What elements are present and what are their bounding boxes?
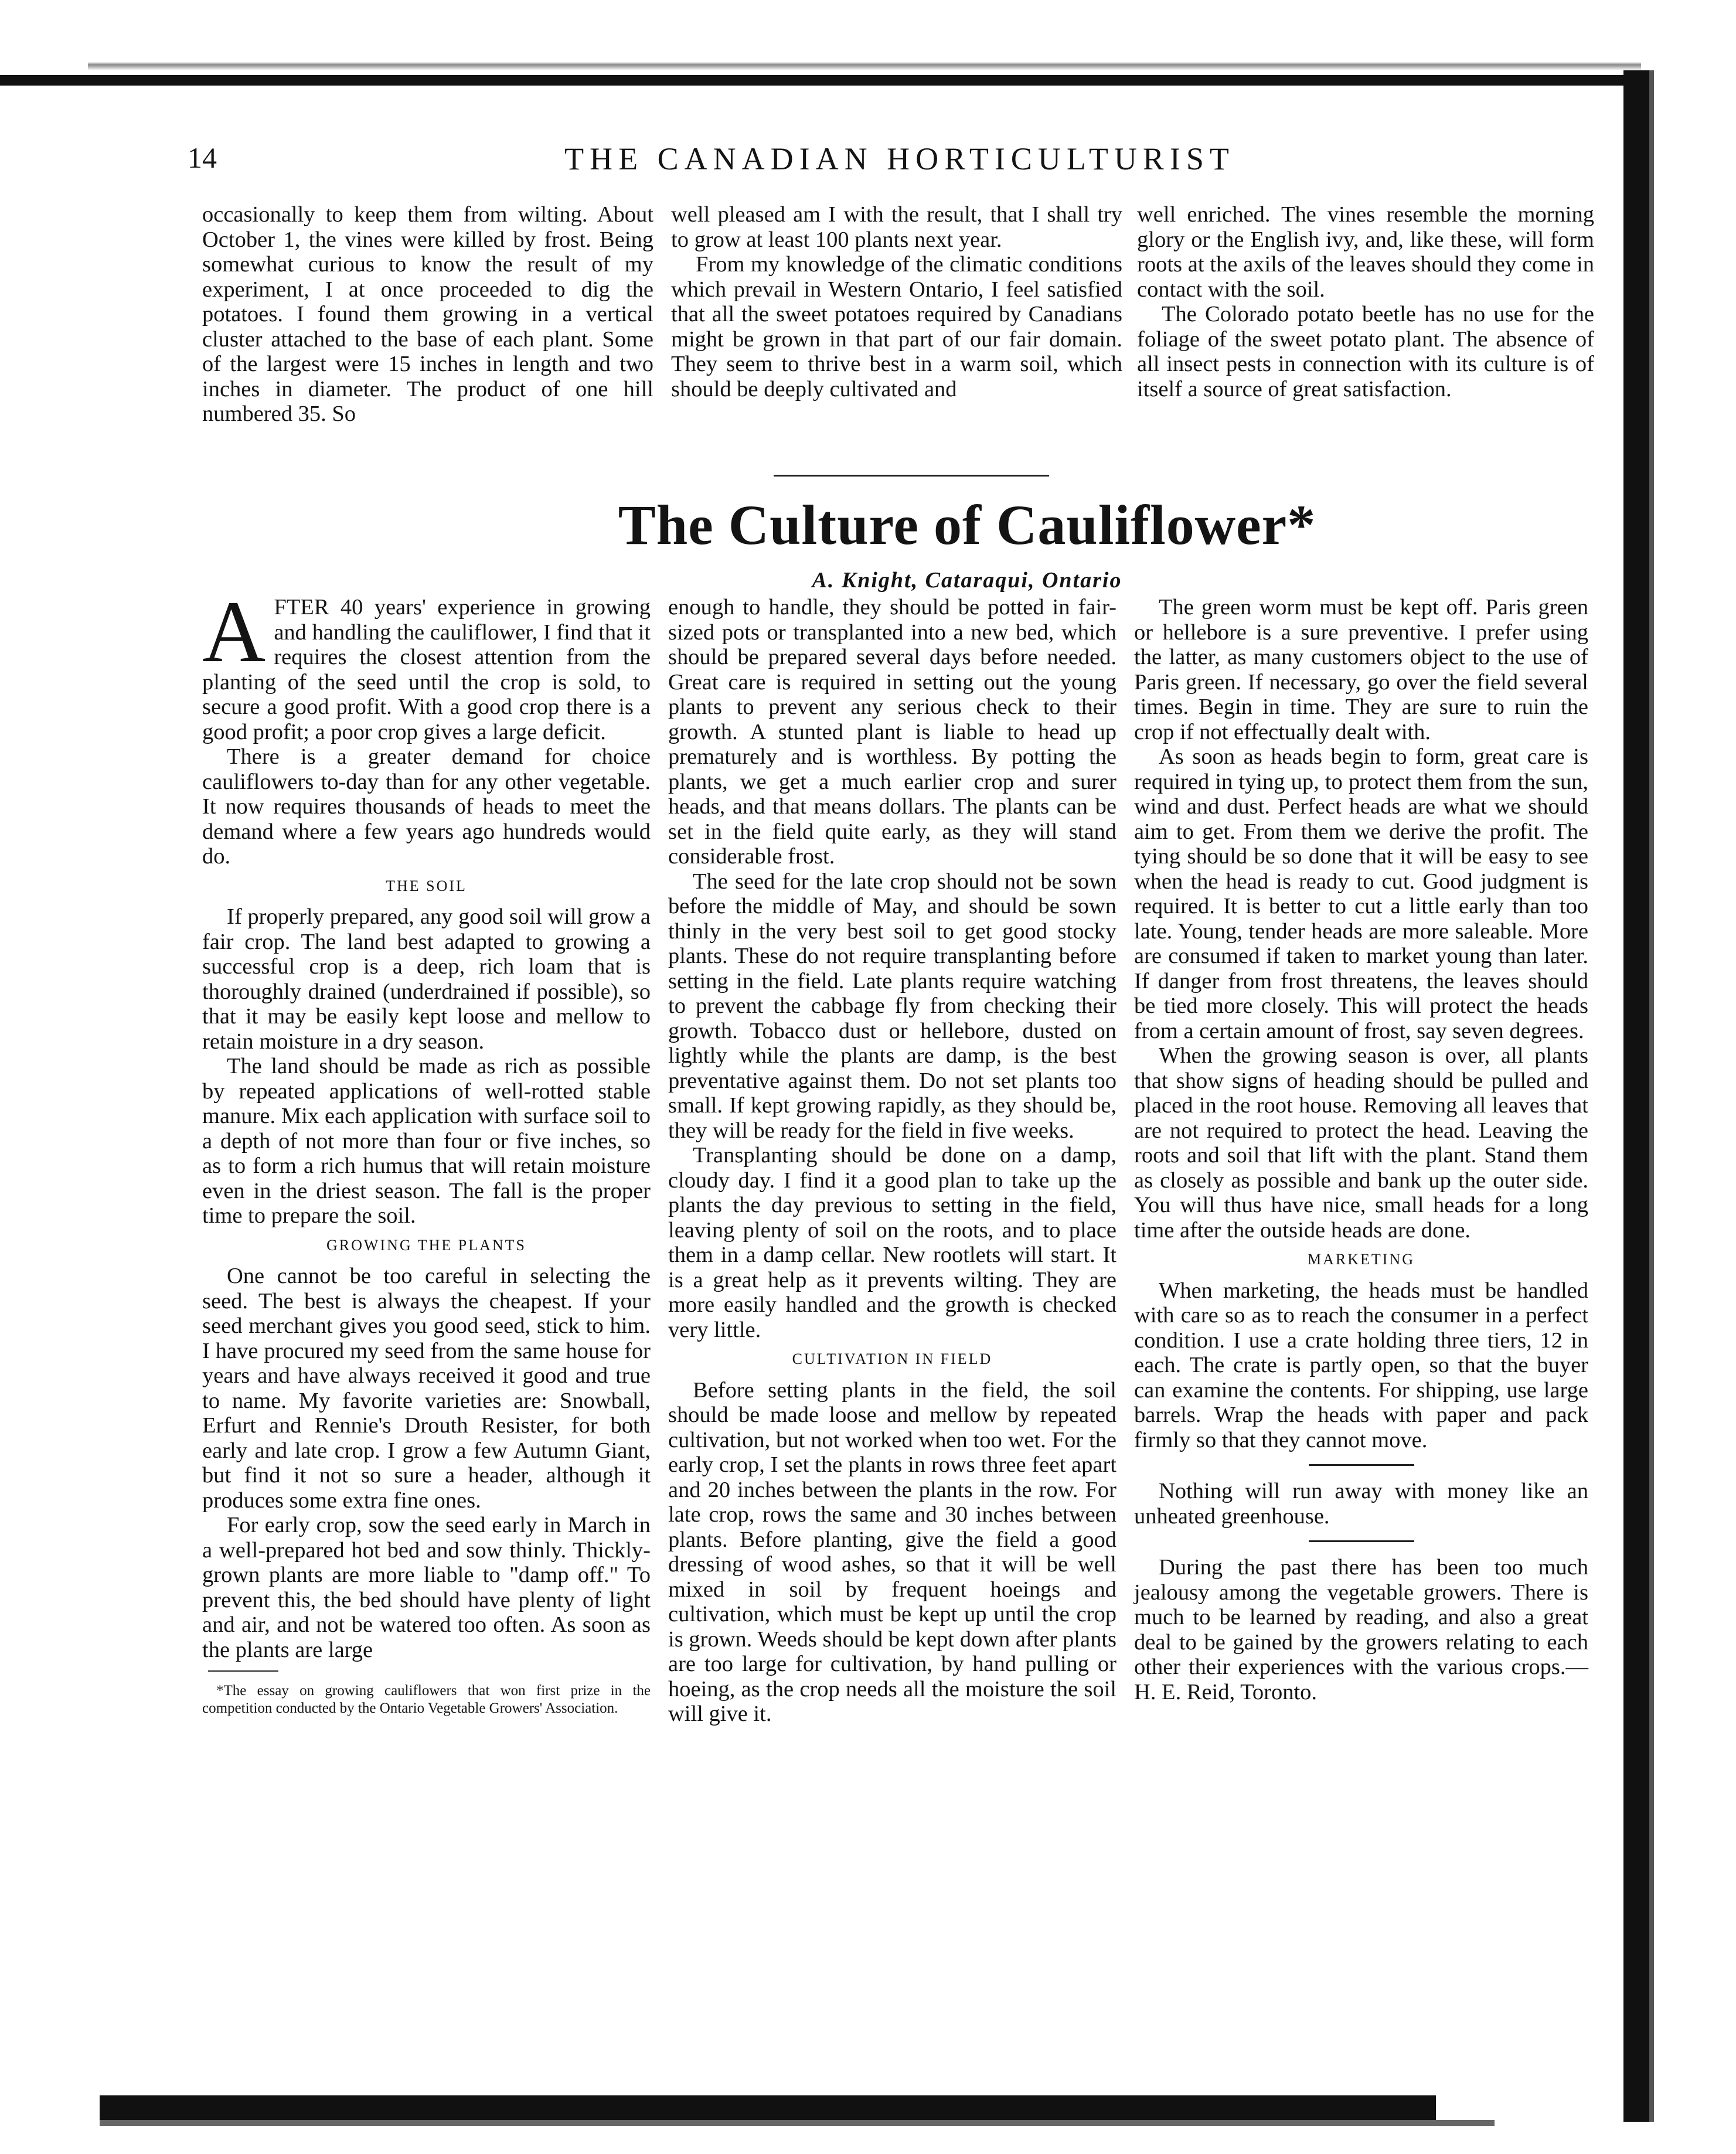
article-column-3: [1134, 595, 1588, 1704]
article-column-2: [668, 595, 1117, 1727]
paragraph: There is a greater demand for choice cauliflowers to-day than for any other vegetable. It now requires thousands of heads to meet the demand where a few years ago hundreds would do.: [202, 744, 651, 869]
journal-title: THE CANADIAN HORTICULTURIST: [564, 141, 1235, 176]
paragraph: The Colorado potato beetle has no use for the foliage of the sweet potato plant. The absence of all insect pests in connection with its culture is of itself a source of great satisfaction.: [1137, 302, 1594, 401]
paragraph: Before setting plants in the field, the soil should be made loose and mellow by repeated cultivation, but not worked when too wet. For the early crop, I set the plants in rows three feet apart and 20 inches between the plants in the row. For late crop, rows the same and 30 inches between plants. Before planting, give the field a good dressing of wood ashes, so that it will be well mixed in soil by frequent hoeings and cultivation, which must be kept up until the crop is grown. Weeds should be kept down after plants are too large for cultivation, by hand pulling or hoeing, as the crop needs all the moisture the soil will give it.: [668, 1377, 1117, 1726]
section-heading-marketing: MARKETING: [1308, 1251, 1415, 1268]
scan-edge-right-shadow: [1649, 70, 1654, 2122]
footnote: *The essay on growing cauliflowers that won first prize in the competition conducted by the Ontario Vegetable Growers' Association.: [202, 1683, 651, 1716]
paragraph: enough to handle, they should be potted in fair-sized pots or transplanted into a new bed, which should be prepared several days before needed. Great care is required in setting out the young plants to prevent any serious check to their growth. A stunted plant is liable to head up prematurely and is worthless. By potting the plants, we get a much earlier crop and surer heads, and that means dollars. The plants can be set in the field quite early, as they will stand considerable frost.: [668, 595, 1117, 869]
intro-paragraph: [202, 583, 651, 744]
paragraph: One cannot be too careful in selecting the seed. The best is always the cheapest. If your seed merchant gives you good seed, stick to him. I have procured my seed from the same house for years and have always received it good and true to name. My favorite varieties are: Snowball, Erfurt and Rennie's Drouth Resister, for both early and late crop. I grow a few Autumn Giant, but find it not so sure a header, although it produces some extra fine ones.: [202, 1264, 651, 1513]
scan-edge-bottom-shadow: [100, 2120, 1495, 2126]
paragraph: The seed for the late crop should not be sown before the middle of May, and should be sown thinly in the very best soil to get good stocky plants. These do not require transplanting before setting in the field. Late plants require watching to prevent the cabbage fly from checking their growth. Tobacco dust or hellebore, dusted on lightly while the plants are damp, is the best preventative against them. Do not set plants too small. If kept growing rapidly, as they should be, they will be ready for the field in five weeks.: [668, 869, 1117, 1143]
paragraph: From my knowledge of the climatic conditions which prevail in Western Ontario, I feel satisfied that all the sweet potatoes required by Canadians might be grown in that part of our fair domain. They seem to thrive best in a warm soil, which should be deeply cultivated and: [671, 252, 1122, 401]
filler-paragraph: Nothing will run away with money like an unheated greenhouse.: [1134, 1479, 1588, 1529]
drop-cap: A: [202, 583, 266, 680]
article-column-1: [202, 583, 651, 1717]
filler-rule: [1309, 1540, 1414, 1542]
footnote-rule: [208, 1670, 278, 1672]
intro-text: FTER 40 years' experience in growing and handling the cauliflower, I find that it requires the closest attention from the planting of the seed until the crop is sold, to secure a good profit. With a good crop there is a good profit; a poor crop gives a large deficit.: [202, 595, 651, 744]
scan-edge-bottom: [100, 2095, 1436, 2120]
paragraph: well pleased am I with the result, that I shall try to grow at least 100 plants next year.: [671, 202, 1122, 252]
section-divider: [774, 475, 1049, 477]
top-column-1: [202, 202, 653, 427]
scan-edge-top: [0, 75, 1641, 86]
paragraph: For early crop, sow the seed early in March in a well-prepared hot bed and sow thinly. Thickly-grown plants are more liable to "damp off." To prevent this, the bed should have plenty of light and air, and not be watered too often. As soon as the plants are large: [202, 1513, 651, 1662]
running-header: [188, 141, 1612, 188]
filler-rule: [1309, 1464, 1414, 1466]
paragraph: occasionally to keep them from wilting. About October 1, the vines were killed by frost. Being somewhat curious to know the result of my experiment, I at once proceeded to dig the potatoes. I found them growing in a vertical cluster attached to the base of each plant. Some of the largest were 15 inches in length and two inches in diameter. The product of one hill numbered 35. So: [202, 202, 653, 426]
scan-edge-right: [1623, 70, 1649, 2122]
section-heading-soil: THE SOIL: [386, 877, 467, 894]
paragraph: If properly prepared, any good soil will grow a fair crop. The land best adapted to growing a successful crop is a deep, rich loam that is thoroughly drained (underdrained if possible), so that it may be easily kept loose and mellow to retain moisture in a dry season.: [202, 904, 651, 1054]
paragraph: As soon as heads begin to form, great care is required in tying up, to protect them from the sun, wind and dust. Perfect heads are what we should aim to get. From them we derive the profit. The tying should be so done that it will be easy to see when the head is ready to cut. Good judgment is required. It is better to cut a little early than too late. Young, tender heads are more saleable. More are consumed if taken to market young than later. If danger from frost threatens, the leaves should be tied more closely. This will protect the heads from a certain amount of frost, say seven degrees.: [1134, 744, 1588, 1043]
article-byline: A. Knight, Cataraqui, Ontario: [812, 568, 1122, 593]
filler-paragraph: During the past there has been too much jealousy among the vegetable growers. There is much to be learned by reading, and also a great deal to be gained by the growers relating to each other their experiences with the various crops.—H. E. Reid, Toronto.: [1134, 1555, 1588, 1704]
top-column-3: [1137, 202, 1594, 401]
scan-shadow-top: [88, 0, 1641, 70]
paragraph: The green worm must be kept off. Paris green or hellebore is a sure preventive. I prefer using the latter, as many customers object to the use of Paris green. If necessary, go over the field several times. Begin in time. They are sure to ruin the crop if not effectually dealt with.: [1134, 595, 1588, 744]
paragraph: When the growing season is over, all plants that show signs of heading should be pulled and placed in the root house. Removing all leaves that are not required to protect the head. Leaving the roots and soil that lift with the plant. Stand them as closely as possible and bank up the outer side. You will thus have nice, small heads for a long time after the outside heads are done.: [1134, 1043, 1588, 1243]
page-number: 14: [188, 141, 217, 174]
paragraph: Transplanting should be done on a damp, cloudy day. I find it a good plan to take up the plants the day previous to setting in the field, leaving plenty of soil on the roots, and to place them in a damp cellar. New rootlets will start. It is a great help as it prevents wilting. They are more easily handled and the growth is checked very little.: [668, 1143, 1117, 1342]
paragraph: well enriched. The vines resemble the morning glory or the English ivy, and, like these, will form roots at the axils of the leaves should they come in contact with the soil.: [1137, 202, 1594, 302]
section-heading-growing: GROWING THE PLANTS: [326, 1236, 526, 1254]
section-heading-cultivation: CULTIVATION IN FIELD: [792, 1350, 993, 1367]
paragraph: The land should be made as rich as possible by repeated applications of well-rotted stable manure. Mix each application with surface soil to a depth of not more than four or five inches, so as to form a rich humus that will retain moisture even in the driest season. The fall is the proper time to prepare the soil.: [202, 1054, 651, 1228]
paragraph: When marketing, the heads must be handled with care so as to reach the consumer in a perfect condition. I use a crate holding three tiers, 12 in each. The crate is partly open, so that the buyer can examine the contents. For shipping, use large barrels. Wrap the heads with paper and pack firmly so that they cannot move.: [1134, 1278, 1588, 1452]
article-title: The Culture of Cauliflower*: [618, 494, 1316, 556]
top-column-2: [671, 202, 1122, 401]
